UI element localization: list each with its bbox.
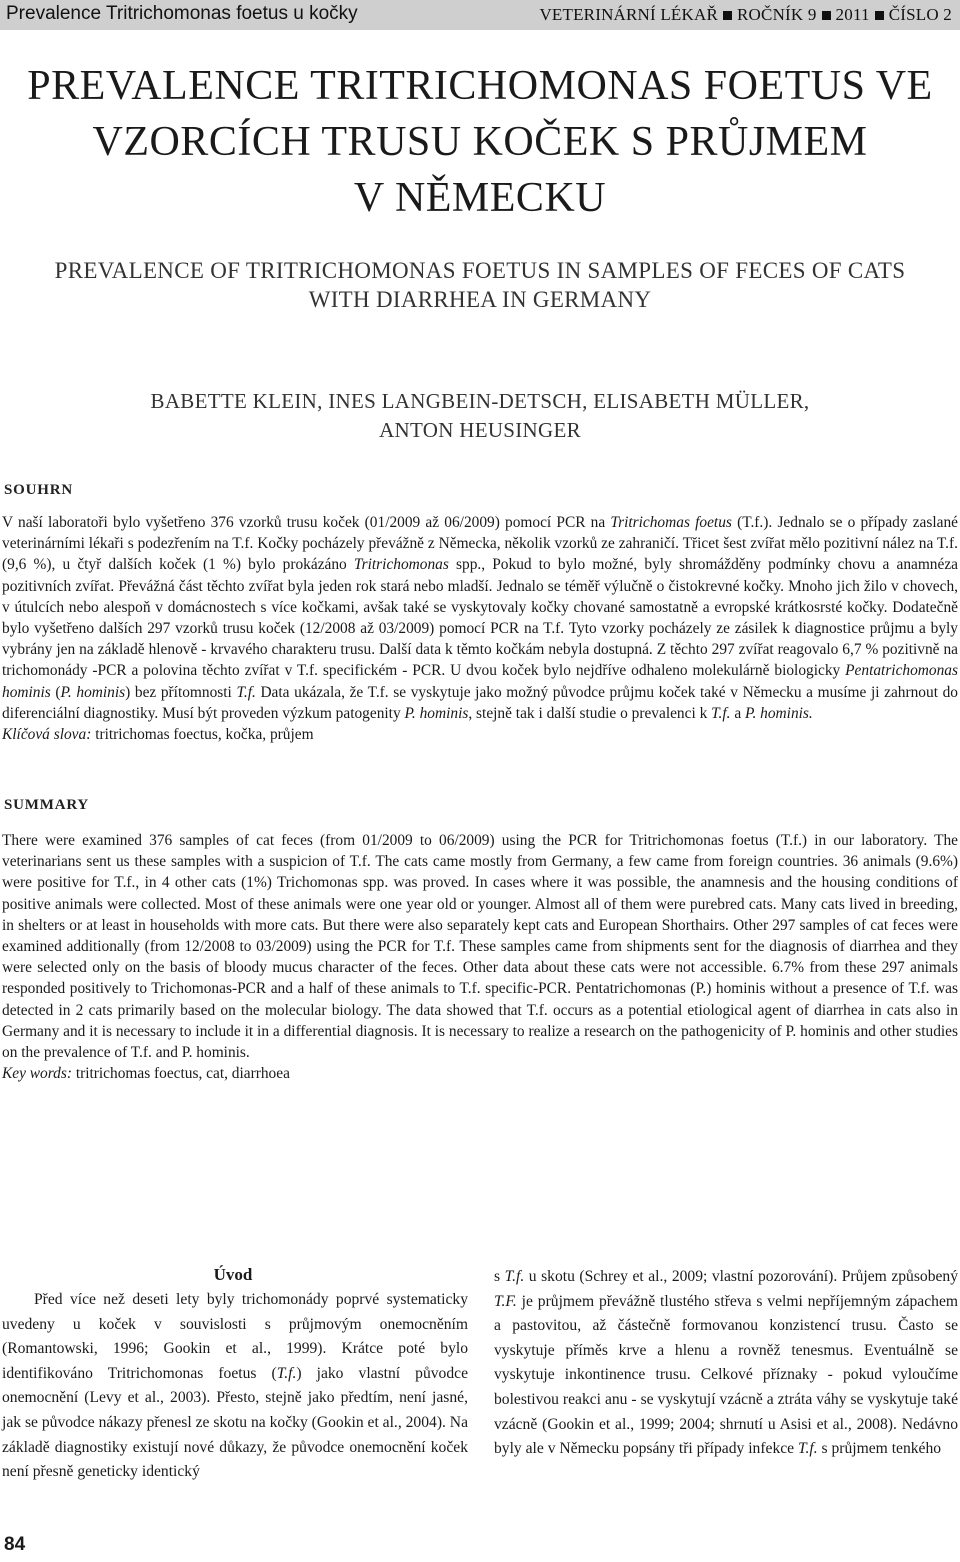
separator-square-icon xyxy=(875,11,884,20)
italic-term: Tritrichomas foetus xyxy=(610,514,732,531)
volume: ROČNÍK 9 xyxy=(737,5,817,24)
summary-heading: SUMMARY xyxy=(4,797,90,813)
italic-term: T.f. xyxy=(236,683,256,701)
authors-line: ANTON HEUSINGER xyxy=(379,418,581,442)
text-run: (T.f.). Jednalo se o případy zaslané veterinárními lékaři s podezřením na T.f. Kočky pocházely převážně z Německa, několik vzorků ze zahraničí. Třicet šest zvířat mělo pozitivní nález na T.f. (9,6 %), u čtyř dalších koček (1 %) bylo prokázáno xyxy=(2,514,959,574)
italic-term: Tritrichomonas xyxy=(353,556,449,574)
italic-term: P. hominis xyxy=(60,683,126,701)
souhrn-paragraph xyxy=(2,512,958,724)
keywords-label: Key words: xyxy=(2,1065,72,1083)
authors-line: BABETTE KLEIN, INES LANGBEIN-DETSCH, ELISABETH MÜLLER, xyxy=(150,389,810,413)
keywords-label: Klíčová slova: xyxy=(2,726,92,744)
page-number: 84 xyxy=(4,1534,26,1555)
year: 2011 xyxy=(835,5,870,24)
author-list xyxy=(0,387,960,445)
title-line: VZORCÍCH TRUSU KOČEK S PRŮJMEM xyxy=(92,119,868,165)
souhrn-keywords xyxy=(2,724,958,745)
text-run: s xyxy=(494,1268,505,1285)
subtitle-line: PREVALENCE OF TRITRICHOMONAS FOETUS IN SAMPLES OF FECES OF CATS xyxy=(54,258,906,283)
keywords-text: tritrichomas foectus, cat, diarrhoea xyxy=(71,1065,290,1083)
text-run: ) jako vlastní původce onemocnění (Levy et al., 2003). Přesto, stejně jako předtím, není jasné, jak se původce nákazy přenesl ze skotu na kočky (Gookin et al., 2004). Na základě diagnostiky existují nové důkazy, že původce onemocnění koček není přesně geneticky identický xyxy=(2,1364,468,1481)
italic-term: Pentatrichomonas hominis xyxy=(2,662,958,701)
keywords-text: tritrichomas foectus, kočka, průjem xyxy=(91,726,314,744)
intro-right-column xyxy=(494,1265,958,1462)
souhrn-abstract xyxy=(2,512,958,745)
title-line: PREVALENCE TRITRICHOMONAS FOETUS VE xyxy=(27,63,933,109)
intro-paragraph xyxy=(2,1288,468,1485)
italic-term: P. hominis xyxy=(404,704,469,722)
intro-left-column xyxy=(2,1288,468,1485)
intro-heading: Úvod xyxy=(213,1265,253,1284)
text-run: u skotu (Schrey et al., 2009; vlastní pozorování). Průjem způsobený xyxy=(524,1268,959,1285)
text-run: Před více než deseti lety byly trichomonády poprvé systematicky uvedeny u koček v souvislosti s průjmovým onemocněním (Romantowski, 1996; Gookin et al., 1999). Krátce poté bylo identifikováno Tritrichomonas foetus ( xyxy=(2,1291,468,1382)
text-run: je průjmem převážně tlustého střeva s velmi nepříjemným zápachem a pastovitou, až částečně formovanou konzistencí trusu. Často se vyskytuje příměs krve a hlenu a rovněž tenesmus. Eventuálně se vyskytuje inkontinence trusu. Celkové příznaky - pokud vyloučíme bolestivou reakci anu - se vyskytují vzácně a ztráta váhy se vyskytuje také vzácně (Gookin et al., 1999; 2004; shrnutí u Asisi et al., 2008). Nedávno byly ale v Německu popsány tři případy infekce xyxy=(494,1292,958,1458)
text-run: a xyxy=(730,704,746,722)
italic-term: T.f. xyxy=(504,1268,525,1285)
english-title xyxy=(0,256,960,314)
italic-term: T.f. xyxy=(276,1364,297,1382)
souhrn-heading: SOUHRN xyxy=(4,482,73,498)
italic-term: T.F. xyxy=(494,1292,517,1310)
text-run: Data ukázala, že T.f. se vyskytuje jako možný původce průjmu koček také v Německu a musíme ji zahrnout do diferenciální diagnostiky. Musí být proveden výzkum patogenity xyxy=(2,683,958,722)
article-title xyxy=(0,58,960,226)
separator-square-icon xyxy=(723,11,732,20)
text-run: spp., Pokud to bylo možné, byly shromážděny podmínky chovu a anamnéza pozitivních zvířat. Převážná část těchto zvířat byla jeden rok stará nebo mladší. Jednalo se téměř výlučně o čistokrevné kočky. Mnoho jich žilo v chovech, v útulcích nebo alespoň v domácnostech s více kočkami, avšak také se vyskytovaly kočky chované samostatně a evropské krátkosrsté kočky. Dodatečně bylo vyšetřeno dalších 297 vzorků trusu koček (12/2008 až 03/2009) pomocí PCR na T.f. Tyto vzorky pocházely ze zásilek k diagnostice průjmu a byly vybrány jen na základě hlenově - krvavého charakteru trusu. Další data k těmto kočkám nebyla dostupná. Z těchto 297 zvířat reagovalo 6,7 % pozitivně na trichomonády -PCR a polovina těchto zvířat v T.f. specifickém - PCR. U dvou koček bylo nejdříve odhaleno molekulárně biologicky xyxy=(2,556,958,680)
summary-abstract xyxy=(2,830,958,1084)
text-run: ( xyxy=(50,683,61,701)
title-line: V NĚMECKU xyxy=(353,175,607,221)
italic-term: T.f. xyxy=(797,1440,818,1458)
separator-square-icon xyxy=(822,11,831,20)
italic-term: T.f. xyxy=(711,704,731,722)
text-run: , stejně tak i další studie o prevalenci k xyxy=(468,704,712,722)
summary-paragraph: There were examined 376 samples of cat feces (from 01/2009 to 06/2009) using the PCR for Tritrichomonas foetus (T.f.) in our laboratory. The veterinarians sent us these samples with a suspicion of T.f. The cats came mostly from Germany, a few came from foreign countries. 36 animals (9.6%) were positive for T.f., in 4 other cats (1%) Trichomonas spp. was proved. In cases where it was possible, the anamnesis and the housing conditions of positive animals were collected. Most of these animals were one year old or younger. Almost all of them were purebred cats. Many cats lived in breeding, in shelters or at least in households with more cats. But there were also separately kept cats and European Shorthairs. Other 297 samples of cat feces were examined additionally (from 12/2008 to 03/2009) using the PCR for T.f. These samples came from shipments sent for the diagnosis of diarrhea and they were selected only on the basis of bloody mucus character of the feces. Other data about these cats were not accessible. 6.7% from these 297 animals responded positively to Trichomonas-PCR and a half of these animals to T.f. specific-PCR. Pentatrichomonas (P.) hominis without a presence of T.f. was detected in 2 cats primarily based on the molecular biology. The data showed that T.f. occurs as a potential etiological agent of diarrhea in cats also in Germany and it is necessary to include it in a differential diagnosis. It is necessary to realize a research on the pathogenicity of P. hominis and other studies on the prevalence of T.f. and P. hominis. xyxy=(2,832,958,1062)
journal-info xyxy=(539,5,952,25)
text-run: s průjmem tenkého xyxy=(817,1440,942,1458)
issue: ČÍSLO 2 xyxy=(888,5,952,24)
running-title: Prevalence Tritrichomonas foetus u kočky xyxy=(6,3,358,24)
summary-keywords xyxy=(2,1063,958,1084)
italic-term: P. hominis. xyxy=(745,704,813,722)
subtitle-line: WITH DIARRHEA IN GERMANY xyxy=(308,287,652,312)
intro-paragraph xyxy=(494,1265,958,1462)
text-run: V naší laboratoři bylo vyšetřeno 376 vzorků trusu koček (01/2009 až 06/2009) pomocí PCR na xyxy=(2,514,611,531)
journal-name: VETERINÁRNÍ LÉKAŘ xyxy=(539,5,719,24)
text-run: ) bez přítomnosti xyxy=(125,683,237,701)
